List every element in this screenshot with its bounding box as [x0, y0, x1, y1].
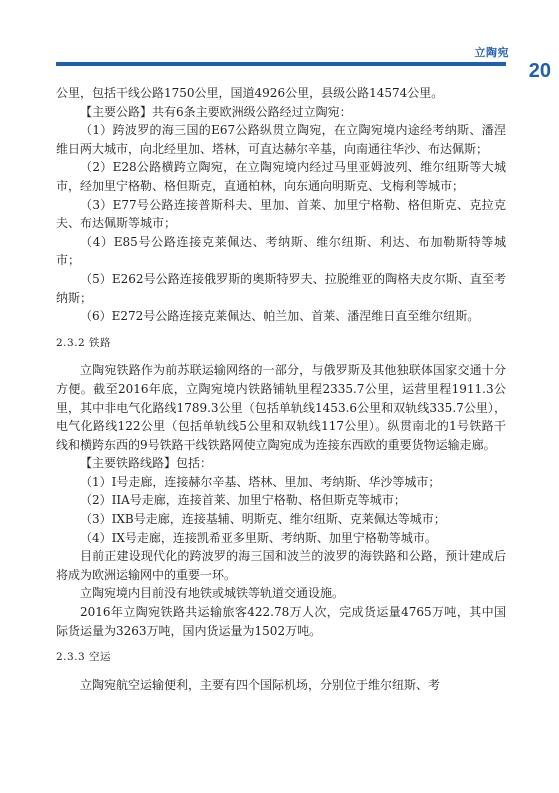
paragraph-rail-overview: 立陶宛铁路作为前苏联运输网络的一部分，与俄罗斯及其他独联体国家交通十分方便。截至2016年底，立陶宛境内铁路铺轨里程2335.7公里，运营里程1911.3公里，其中非电气化路线1789.3公里（包括单轨线1453.6公里和双轨线335.7公里），电气化路线122公里（包括单轨线5公里和双轨线117公里）。纵贯南北的1号铁路干线和横跨东西的9号铁路干线铁路网使立陶宛成为连接东西欧的重要货物运输走廊。 — [56, 363, 506, 452]
paragraph-rail-2016-stats: 2016年立陶宛铁路共运输旅客422.78万人次，完成货运量4765万吨，其中国际货运量为3263万吨，国内货运量为1502万吨。 — [56, 605, 506, 638]
page-body — [56, 84, 506, 694]
paragraph-main-roads-intro: 【主要公路】共有6条主要欧洲级公路经过立陶宛： — [80, 104, 352, 119]
paragraph-rail-corridor-3: （3）IXB号走廊，连接基辅、明斯克、维尔纽斯、克莱佩达等城市； — [80, 512, 446, 527]
paragraph-rail-corridor-1: （1）I号走廊，连接赫尔辛基、塔林、里加、考纳斯、华沙等城市； — [80, 474, 441, 489]
section-heading-rail: 2.3.2 铁路 — [56, 336, 112, 349]
paragraph-main-rail-intro: 【主要铁路线路】包括： — [80, 456, 213, 471]
paragraph-rail-corridor-4: （4）IX号走廊，连接凯希亚多里斯、考纳斯、加里宁格勒等城市。 — [80, 530, 437, 545]
paragraph-road-total: 公里，包括干线公路1750公里，国道4926公里，县级公路14574公里。 — [56, 86, 444, 100]
page-number: 20 — [528, 60, 551, 82]
paragraph-rail-baltica: 目前正建设现代化的跨波罗的海三国和波兰的波罗的海铁路和公路，预计建成后将成为欧洲运输网中的重要一环。 — [56, 549, 506, 582]
paragraph-road-e67: （1）跨波罗的海三国的E67公路纵贯立陶宛，在立陶宛境内途经考纳斯、潘涅维日两大城市，向北经里加、塔林，可直达赫尔辛基，向南通往华沙、布达佩斯； — [56, 123, 506, 156]
section-heading-air: 2.3.3 空运 — [56, 651, 112, 664]
paragraph-air-overview: 立陶宛航空运输便利，主要有四个国际机场，分别位于维尔纽斯、考 — [80, 677, 441, 692]
paragraph-rail-corridor-2: （2）IIA号走廊，连接首莱、加里宁格勒、格但斯克等城市； — [80, 493, 406, 508]
paragraph-road-e77: （3）E77号公路连接普斯科夫、里加、首莱、加里宁格勒、格但斯克、克拉克夫、布达佩斯等城市； — [56, 197, 506, 231]
paragraph-road-e272: （6）E272号公路连接克莱佩达、帕兰加、首莱、潘涅维日直至维尔纽斯。 — [80, 309, 480, 324]
paragraph-road-e262: （5）E262号公路连接俄罗斯的奥斯特罗夫、拉脱维亚的陶格夫皮尔斯、直至考纳斯； — [56, 271, 506, 305]
paragraph-road-e85: （4）E85号公路连接克莱佩达、考纳斯、维尔纽斯、利达、布加勒斯特等城市； — [56, 234, 506, 268]
running-header-title: 立陶宛 — [474, 46, 509, 59]
header-rule — [56, 62, 506, 66]
paragraph-rail-no-metro: 立陶宛境内目前没有地铁或城铁等轨道交通设施。 — [80, 586, 345, 601]
paragraph-road-e28: （2）E28公路横跨立陶宛，在立陶宛境内经过马里亚姆波列、维尔纽斯等大城市，经加里宁格勒、格但斯克，直通柏林，向东通向明斯克、戈梅利等城市； — [56, 160, 506, 193]
